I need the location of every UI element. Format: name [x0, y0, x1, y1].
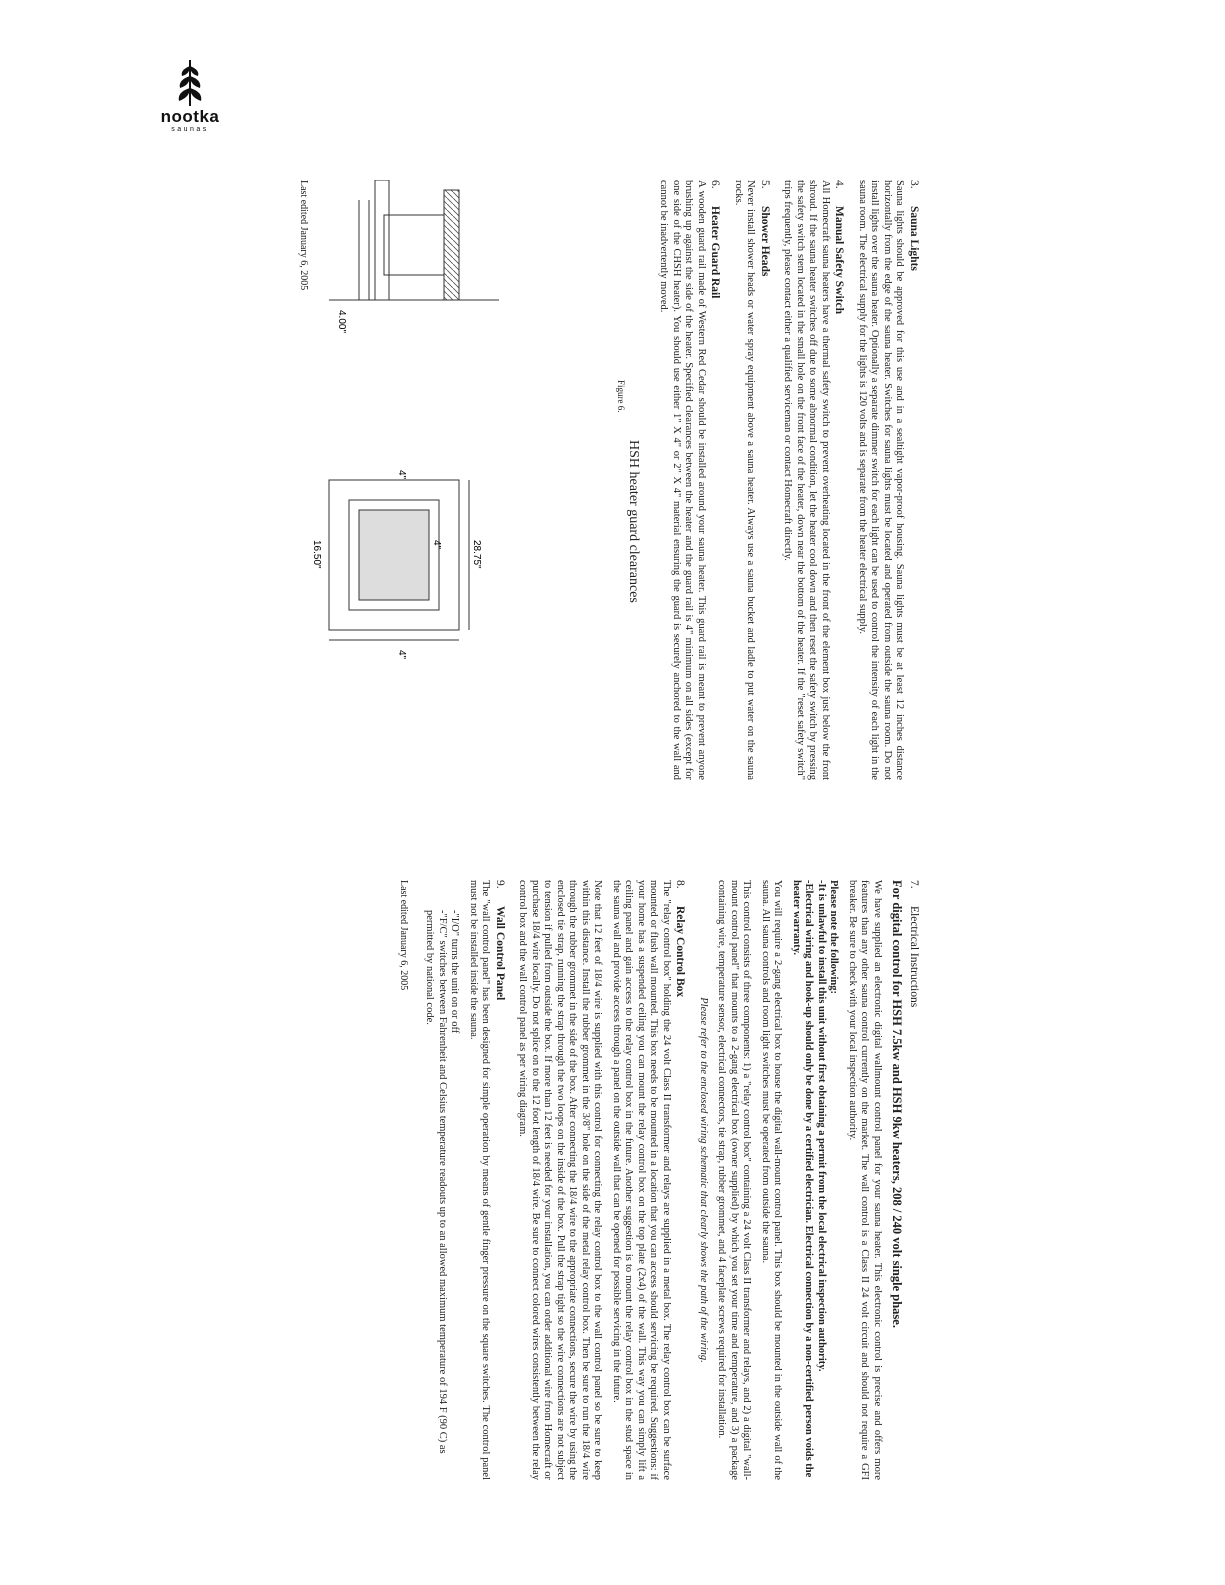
section-text: Sauna lights should be approved for this use and in a sealtight vapor-proof housing. Sauna lights must be at least 12 inches distance horizontally from the edge of the sauna heater. Switches for sauna lights must be located and operated from outside the sauna room. Do not install lights over the sauna heater. Optionally a separate dimmer switch for each light can be used to control the intensity of each light in the sauna room. The electrical supply for the lights is 120 volts and is separate from the heater electrical supply. [857, 180, 906, 780]
page-footer: Last edited January 6, 2005 [298, 180, 309, 291]
section-number: 8. [674, 880, 687, 889]
control-list [423, 910, 461, 1480]
section-title: Heater Guard Rail [709, 206, 722, 299]
wiring-note: Please refer to the enclosed wiring schematic that clearly shows the path of the wiring. [698, 997, 709, 1363]
section-title: Sauna Lights [908, 206, 920, 271]
list-item: -"I/O" turns the unit on or off [449, 910, 461, 1034]
guard-diagram [309, 180, 609, 780]
section-manual-safety-switch [781, 180, 846, 780]
section-text: Note that 12 feet of 18/4 wire is supplied with this control for connecting the relay control box to the wall control panel so be sure to keep within this distance. Install the rubber grommet in the 3/8" hole on the side of the metal relay control box. Then be sure to run the 18/4 wire through the rubber grommet in the side of the box. After connecting the 18/4 wire to the appropriate connections, secure the wire by using the enclosed tie strap, running the strap through the two loops on the inside of the box. Pull the strap tight so the wire connections are not subject to tension if pulled from outside the box. If more than 12 feet is needed for your installation, you can order additional wire from Homecraft or purchase 18/4 wire locally. Do not splice on to the 12 foot length of 18/4 wire. Be sure to connect colored wires consistently between the relay control box and the wall control panel as per wiring diagram. [517, 880, 604, 1480]
dim-label: 16.50" [311, 540, 322, 569]
section-title: Manual Safety Switch [833, 206, 846, 314]
section-shower-heads [732, 180, 772, 780]
brand-name: nootka [160, 107, 220, 126]
section-text: All Homecraft sauna heaters have a thermal safety switch to prevent overheating located in the front of the element box just below the front shroud. If the sauna heater switches off due to some abnormal condition, let the heater cool down and then reset the safety switch by pressing the safety switch stem located in the small hole on the front face of the heater, down near the bottom of the heater. If the "reset safety switch" trips frequently, please contact either a qualified serviceman or contact Homecraft directly. [782, 180, 831, 780]
figure-label: Figure 6. [616, 380, 626, 413]
dim-label: 4" [396, 650, 407, 660]
section-headline: For digital control for HSH 7.5kw and HSH 9kw heaters, 208 / 240 volt single phase. [890, 880, 905, 1328]
section-number: 7. [908, 880, 920, 889]
page-lower [397, 880, 931, 1480]
figure-title: HSH heater guard clearances [626, 440, 641, 603]
section-title: Wall Control Panel [494, 906, 506, 1001]
note-item: -It is unlawful to install this unit without first obtaining a permit from the local electrical inspection authority. [816, 880, 827, 1372]
dim-label: 4" [396, 470, 407, 480]
section-text: A wooden guard rail made of Western Red Cedar should be installed around your sauna heater. This guard rail is meant to prevent anyone brushing up against the side of the heater. Specified clearances between the heater and the guard rail is 4" minimum on all sides (except for one side of the CHSH heater). You should use either 1" X 4" or 2" X 4" material ensuring the guard is securely anchored to the wall and cannot be inadvertently moved. [658, 180, 707, 780]
section-text: You will require a 2-gang electrical box to house the digital wall-mount control panel. This box should be mounted in the outside wall of the sauna. All sauna controls and room light switches must be operated from outside the sauna. [760, 880, 784, 1480]
section-wall-control-panel [423, 880, 506, 1480]
section-title: Electrical Instructions [908, 906, 920, 1008]
page-footer: Last edited January 6, 2005 [398, 880, 409, 991]
dim-label: 4.00" [336, 310, 347, 334]
section-heater-guard-rail [657, 180, 722, 780]
section-number: 6. [709, 180, 722, 189]
section-text: The "relay control box" holding the 24 volt Class II transformer and relays are supplied in a metal box. The relay control box can be surface mounted or flush wall mounted. This box needs to be mounted in a location that you can access should servicing be required. Suggestions: if your home has a suspended ceiling you can mount the relay control box on the top plate (2x4) of the wall. This way you can simply lift a ceiling panel and gain access to the relay control box in the future. Another suggestion is to mount the relay control box in the stud space in the sauna wall and provide access through a panel on the outside wall that can be opened for possible servicing in the future. [611, 880, 672, 1480]
section-relay-control-box [516, 880, 687, 1480]
section-text: Never install shower heads or water spray equipment above a sauna heater. Always use a sauna bucket and ladle to put water on the sauna rocks. [733, 180, 757, 780]
section-text: This control consists of three components: 1) a "relay control box" containing a 24 volt Class II transformer and relays, and 2) a digital "wall-mount control panel" that mounts to a 2-gang electrical box (owner supplied) by which you set your time and temperature, and 3) a package containing wire, temperature sensor, electrical connectors, tie strap, rubber grommet, and 4 faceplate screws required for installation. [716, 880, 753, 1480]
brand-subtitle: saunas [171, 126, 209, 133]
note-item: -Electrical wiring and hook-up should only be done by a certified electrician. Electrical connection by a non-certified person voids the heater warranty. [791, 880, 815, 1478]
section-number: 9. [494, 880, 506, 889]
dim-label: 4" [431, 540, 442, 550]
section-title: Relay Control Box [674, 906, 687, 998]
leaf-logo-icon [170, 58, 210, 108]
brand-logo [150, 58, 230, 133]
section-text: We have supplied an electronic digital wallmount control panel for your sauna heater. This electronic control is precise and offers more features than any other sauna control currently on the market. The wall control is a Class II 24 volt circuit and should not require a GFI breaker. Be sure to check with your local inspection authority. [847, 880, 883, 1480]
section-text: The "wall control panel" has been designed for simple operation by means of gentle finger pressure on the square switches. The control panel must not be installed inside the sauna. [468, 880, 492, 1480]
section-electrical-instructions [697, 880, 921, 1480]
note-title: Please note the following: [828, 880, 840, 995]
dim-label: 28.75" [471, 540, 482, 569]
section-title: Shower Heads [759, 206, 771, 277]
figure-guard-clearances [311, 180, 641, 780]
list-item: -"F/C" switches between Fahrenheit and Celsius temperature readouts up to an allowed maximum temperature of 194 F (90 C) as permitted by national code. [424, 910, 448, 1454]
section-sauna-lights [856, 180, 921, 780]
section-number: 4. [833, 180, 846, 189]
page-upper [297, 180, 931, 780]
section-number: 3. [908, 180, 920, 189]
section-number: 5. [759, 180, 771, 189]
